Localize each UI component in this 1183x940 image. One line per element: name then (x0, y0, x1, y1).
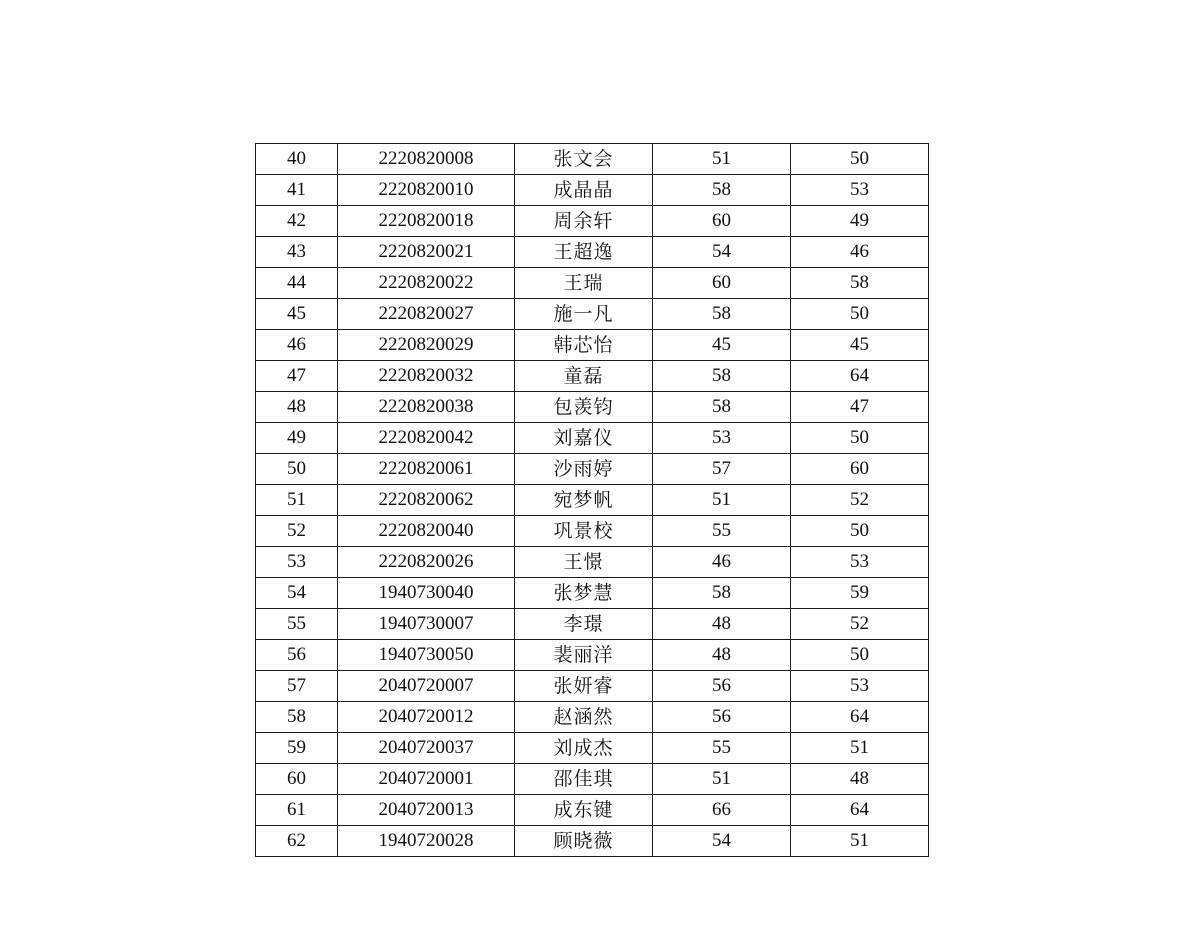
student-name-cell: 童磊 (515, 361, 653, 392)
score-2-cell: 53 (791, 547, 929, 578)
student-name-cell: 王憬 (515, 547, 653, 578)
student-id-cell: 1940730007 (338, 609, 515, 640)
table-row (256, 764, 929, 795)
student-name-cell: 成晶晶 (515, 175, 653, 206)
row-number-cell: 40 (256, 144, 338, 175)
student-name-cell: 邵佳琪 (515, 764, 653, 795)
row-number-cell: 60 (256, 764, 338, 795)
student-name-cell: 王瑞 (515, 268, 653, 299)
table-row (256, 175, 929, 206)
student-id-cell: 2220820029 (338, 330, 515, 361)
student-name-cell: 王超逸 (515, 237, 653, 268)
student-id-cell: 2040720001 (338, 764, 515, 795)
student-id-cell: 2220820032 (338, 361, 515, 392)
student-name-cell: 韩芯怡 (515, 330, 653, 361)
score-2-cell: 50 (791, 640, 929, 671)
score-2-cell: 52 (791, 609, 929, 640)
score-2-cell: 60 (791, 454, 929, 485)
score-1-cell: 51 (653, 144, 791, 175)
score-2-cell: 50 (791, 144, 929, 175)
student-id-cell: 1940720028 (338, 826, 515, 857)
table-row (256, 671, 929, 702)
student-id-cell: 2220820018 (338, 206, 515, 237)
score-1-cell: 54 (653, 237, 791, 268)
student-id-cell: 2220820010 (338, 175, 515, 206)
student-id-cell: 2040720013 (338, 795, 515, 826)
student-id-cell: 2220820062 (338, 485, 515, 516)
row-number-cell: 56 (256, 640, 338, 671)
table-row (256, 516, 929, 547)
table-row (256, 795, 929, 826)
score-2-cell: 48 (791, 764, 929, 795)
score-1-cell: 58 (653, 299, 791, 330)
score-1-cell: 46 (653, 547, 791, 578)
student-name-cell: 赵涵然 (515, 702, 653, 733)
row-number-cell: 61 (256, 795, 338, 826)
score-2-cell: 49 (791, 206, 929, 237)
score-2-cell: 64 (791, 361, 929, 392)
row-number-cell: 43 (256, 237, 338, 268)
student-id-cell: 2220820022 (338, 268, 515, 299)
student-name-cell: 顾晓薇 (515, 826, 653, 857)
score-1-cell: 45 (653, 330, 791, 361)
row-number-cell: 52 (256, 516, 338, 547)
student-id-cell: 1940730040 (338, 578, 515, 609)
student-id-cell: 2220820040 (338, 516, 515, 547)
student-id-cell: 2040720012 (338, 702, 515, 733)
student-id-cell: 2220820042 (338, 423, 515, 454)
row-number-cell: 62 (256, 826, 338, 857)
student-name-cell: 裴丽洋 (515, 640, 653, 671)
student-name-cell: 张妍睿 (515, 671, 653, 702)
row-number-cell: 58 (256, 702, 338, 733)
score-2-cell: 46 (791, 237, 929, 268)
score-2-cell: 59 (791, 578, 929, 609)
row-number-cell: 57 (256, 671, 338, 702)
table-row (256, 733, 929, 764)
score-1-cell: 57 (653, 454, 791, 485)
score-1-cell: 58 (653, 361, 791, 392)
student-id-cell: 1940730050 (338, 640, 515, 671)
table-row (256, 547, 929, 578)
score-2-cell: 50 (791, 516, 929, 547)
student-id-cell: 2220820021 (338, 237, 515, 268)
row-number-cell: 45 (256, 299, 338, 330)
score-1-cell: 58 (653, 392, 791, 423)
student-name-cell: 施一凡 (515, 299, 653, 330)
student-id-cell: 2220820008 (338, 144, 515, 175)
student-name-cell: 成东键 (515, 795, 653, 826)
table-row (256, 454, 929, 485)
table-row (256, 392, 929, 423)
student-id-cell: 2220820038 (338, 392, 515, 423)
row-number-cell: 44 (256, 268, 338, 299)
score-1-cell: 58 (653, 578, 791, 609)
student-name-cell: 巩景校 (515, 516, 653, 547)
score-1-cell: 51 (653, 764, 791, 795)
score-1-cell: 55 (653, 516, 791, 547)
score-1-cell: 66 (653, 795, 791, 826)
student-id-cell: 2220820027 (338, 299, 515, 330)
row-number-cell: 55 (256, 609, 338, 640)
row-number-cell: 49 (256, 423, 338, 454)
table-row (256, 423, 929, 454)
score-2-cell: 64 (791, 702, 929, 733)
student-name-cell: 张文会 (515, 144, 653, 175)
score-table-body (256, 144, 929, 857)
student-name-cell: 包羡钧 (515, 392, 653, 423)
table-row (256, 268, 929, 299)
score-1-cell: 48 (653, 640, 791, 671)
score-1-cell: 56 (653, 671, 791, 702)
row-number-cell: 41 (256, 175, 338, 206)
score-1-cell: 60 (653, 206, 791, 237)
table-row (256, 361, 929, 392)
table-row (256, 578, 929, 609)
row-number-cell: 50 (256, 454, 338, 485)
score-2-cell: 58 (791, 268, 929, 299)
score-1-cell: 60 (653, 268, 791, 299)
score-1-cell: 58 (653, 175, 791, 206)
table-row (256, 485, 929, 516)
student-name-cell: 宛梦帆 (515, 485, 653, 516)
score-2-cell: 53 (791, 175, 929, 206)
student-name-cell: 李璟 (515, 609, 653, 640)
score-2-cell: 50 (791, 299, 929, 330)
row-number-cell: 51 (256, 485, 338, 516)
row-number-cell: 54 (256, 578, 338, 609)
student-name-cell: 刘嘉仪 (515, 423, 653, 454)
table-row (256, 826, 929, 857)
score-2-cell: 47 (791, 392, 929, 423)
row-number-cell: 46 (256, 330, 338, 361)
student-id-cell: 2040720037 (338, 733, 515, 764)
student-name-cell: 周余轩 (515, 206, 653, 237)
score-2-cell: 51 (791, 733, 929, 764)
score-2-cell: 50 (791, 423, 929, 454)
table-row (256, 330, 929, 361)
table-row (256, 640, 929, 671)
student-id-cell: 2220820061 (338, 454, 515, 485)
row-number-cell: 47 (256, 361, 338, 392)
table-row (256, 299, 929, 330)
student-id-cell: 2220820026 (338, 547, 515, 578)
student-name-cell: 张梦慧 (515, 578, 653, 609)
score-2-cell: 64 (791, 795, 929, 826)
row-number-cell: 59 (256, 733, 338, 764)
score-2-cell: 53 (791, 671, 929, 702)
table-row (256, 206, 929, 237)
table-row (256, 237, 929, 268)
student-name-cell: 刘成杰 (515, 733, 653, 764)
score-1-cell: 54 (653, 826, 791, 857)
score-2-cell: 51 (791, 826, 929, 857)
student-name-cell: 沙雨婷 (515, 454, 653, 485)
score-1-cell: 48 (653, 609, 791, 640)
row-number-cell: 53 (256, 547, 338, 578)
table-row (256, 702, 929, 733)
row-number-cell: 42 (256, 206, 338, 237)
score-1-cell: 55 (653, 733, 791, 764)
score-2-cell: 52 (791, 485, 929, 516)
score-1-cell: 53 (653, 423, 791, 454)
row-number-cell: 48 (256, 392, 338, 423)
score-2-cell: 45 (791, 330, 929, 361)
student-id-cell: 2040720007 (338, 671, 515, 702)
score-1-cell: 51 (653, 485, 791, 516)
score-1-cell: 56 (653, 702, 791, 733)
table-row (256, 609, 929, 640)
table-row (256, 144, 929, 175)
score-table (255, 143, 929, 857)
